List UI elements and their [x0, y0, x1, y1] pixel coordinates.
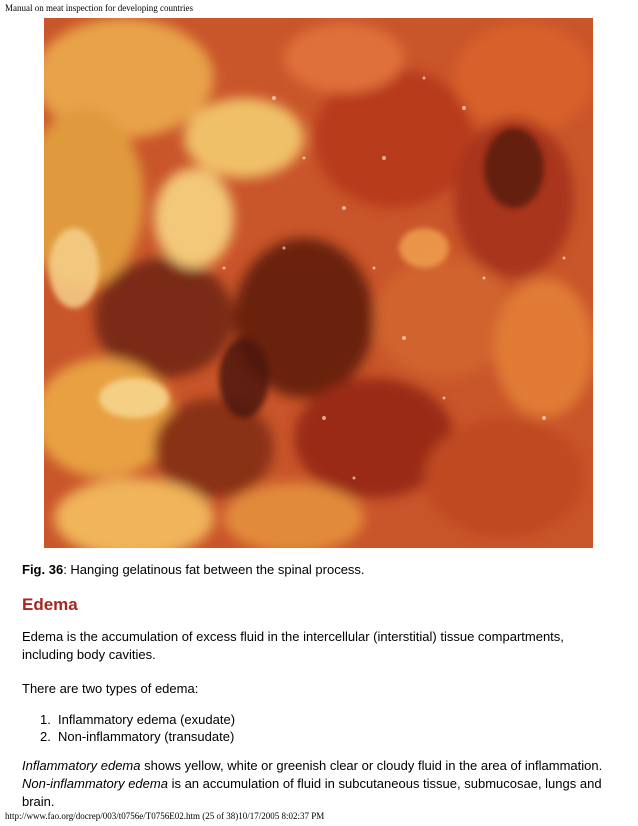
paragraph-definition: Edema is the accumulation of excess fluid in the intercellular (interstitial) tissue compartments, including body cavities.	[22, 629, 564, 662]
paragraph-types-intro: There are two types of edema:	[22, 681, 199, 696]
list-item	[40, 728, 235, 745]
figure-photo-gelatinous-fat	[44, 18, 593, 548]
figure-label: Fig. 36	[22, 562, 64, 577]
paragraph-text: shows yellow, white or greenish clear or cloudy fluid in the area of inflammation.	[140, 758, 603, 773]
list-item-text: Non-inflammatory (transudate)	[58, 729, 235, 744]
term-non-inflammatory-edema: Non-inflammatory edema	[22, 776, 168, 791]
photo-illustration	[44, 18, 593, 548]
list-item	[40, 711, 235, 728]
edema-types-list	[40, 711, 235, 745]
figure-caption	[22, 562, 365, 577]
figure-caption-text: : Hanging gelatinous fat between the spinal process.	[63, 562, 365, 577]
list-item-number: 2.	[40, 729, 51, 744]
running-header: Manual on meat inspection for developing countries	[5, 3, 193, 13]
list-item-number: 1.	[40, 712, 51, 727]
paragraph-edema-description	[22, 757, 618, 811]
paragraph-text: is an accumulation of fluid in subcutaneous tissue, submucosae, lungs and brain.	[22, 776, 602, 809]
term-inflammatory-edema: Inflammatory edema	[22, 758, 141, 773]
section-title: Edema	[22, 595, 78, 614]
running-footer: http://www.fao.org/docrep/003/t0756e/T0756E02.htm (25 of 38)10/17/2005 8:02:37 PM	[5, 811, 325, 821]
list-item-text: Inflammatory edema (exudate)	[58, 712, 236, 727]
